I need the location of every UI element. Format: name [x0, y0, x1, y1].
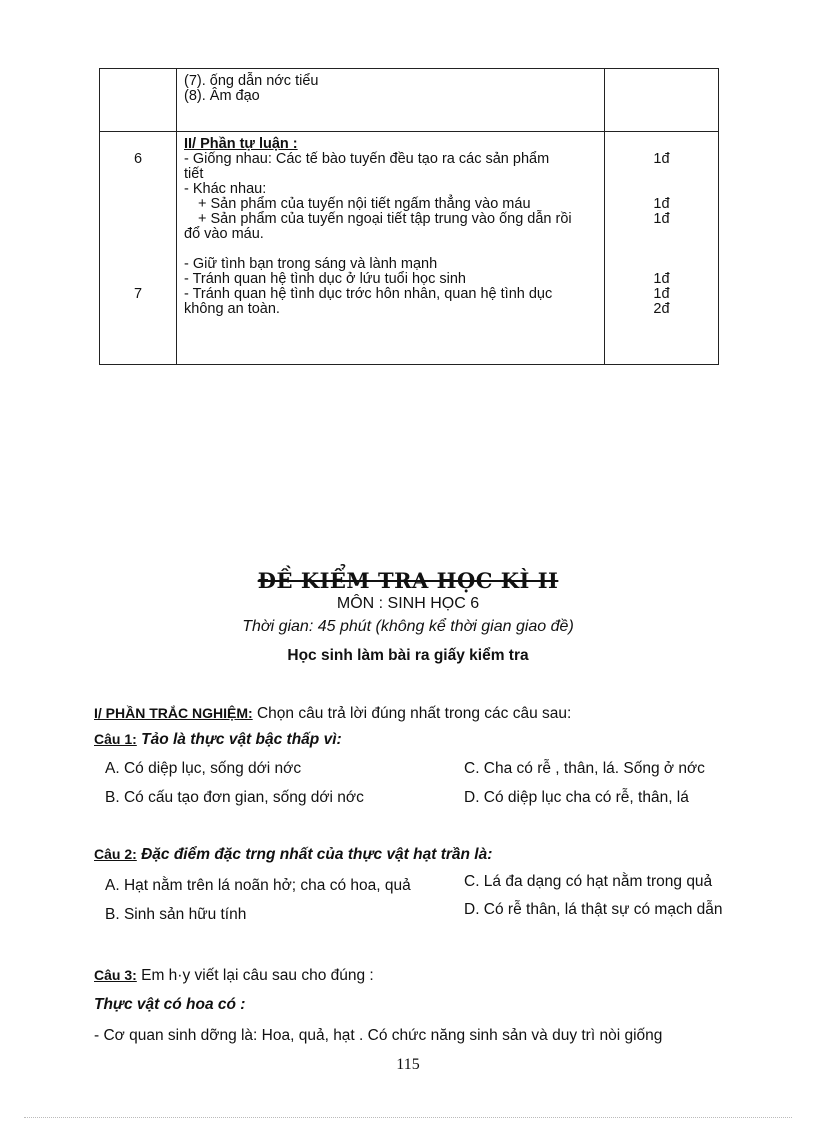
exam-title: ĐỀ KIỂM TRA HỌC KÌ II: [257, 568, 559, 593]
points-value: 1đ: [653, 211, 670, 227]
exam-instruction: Học sinh làm bài ra giấy kiểm tra: [287, 647, 529, 664]
part1-heading: [94, 705, 571, 723]
points-value: 1đ: [653, 196, 670, 212]
part-heading: II/ Phần tự luận :: [184, 136, 298, 152]
question-1: [94, 731, 342, 749]
answer-line: - Tránh quan hệ tình dục ở lứu tuổi học sinh: [184, 271, 466, 287]
answer-line: tiết: [184, 166, 204, 182]
question-number: 6: [133, 151, 143, 167]
answer-line: (8). Âm đạo: [184, 88, 260, 104]
answer-line: - Khác nhau:: [184, 181, 267, 197]
question-number-cell: [100, 69, 177, 132]
page-number: 115: [396, 1056, 420, 1073]
question-text: Tảo là thực vật bậc thấp vì:: [136, 731, 342, 748]
question-text: Em h·y viết lại câu sau cho đúng :: [136, 967, 374, 984]
option-d: D. Có rễ thân, lá thật sự có mạch dẫn: [464, 901, 723, 918]
answer-line: không an toàn.: [184, 301, 280, 317]
table-row: [100, 132, 719, 365]
answer-line: + Sản phẩm của tuyến nội tiết ngấm thẳng vào máu: [198, 196, 531, 212]
points-cell: [605, 132, 719, 365]
question-label: Câu 1:: [94, 731, 137, 747]
question-text: Đặc điểm đặc trng nhất của thực vật hạt trần là:: [136, 846, 493, 863]
question-subheading: Thực vật có hoa có :: [94, 996, 246, 1013]
answer-line: - Giữ tình bạn trong sáng và lành mạnh: [184, 256, 438, 272]
answer-line: + Sản phẩm của tuyến ngoại tiết tập trung vào ống dẫn rồi: [198, 211, 572, 227]
answer-line: - Tránh quan hệ tình dục trớc hôn nhân, quan hệ tình dục: [184, 286, 553, 302]
option-d: D. Có diệp lục cha có rễ, thân, lá: [464, 789, 689, 806]
question-number-cell: [100, 132, 177, 365]
question-number: 7: [133, 286, 143, 302]
question-label: Câu 2:: [94, 846, 137, 862]
option-a: A. Có diệp lục, sống dới nớc: [105, 760, 302, 777]
points-value: 1đ: [653, 151, 670, 167]
question-3: [94, 967, 374, 985]
option-c: C. Cha có rễ , thân, lá. Sống ở nớc: [464, 760, 705, 777]
option-c: C. Lá đa dạng có hạt nằm trong quả: [464, 873, 713, 890]
option-b: B. Sinh sản hữu tính: [105, 906, 247, 923]
answer-line: - Cơ quan sinh dỡng là: Hoa, quả, hạt . Có chức năng sinh sản và duy trì nòi giống: [94, 1027, 663, 1044]
answer-key-table: [99, 68, 719, 365]
option-b: B. Có cấu tạo đơn gian, sống dới nớc: [105, 789, 364, 806]
answer-content-cell: [177, 69, 605, 132]
answer-line: (7). ống dẫn nớc tiểu: [184, 73, 319, 89]
table-row: [100, 69, 719, 132]
points-value: 1đ: [653, 271, 670, 287]
answer-content-cell: [177, 132, 605, 365]
exam-subject: MÔN : SINH HỌC 6: [336, 595, 480, 612]
question-label: Câu 3:: [94, 967, 137, 983]
points-value: 1đ: [653, 286, 670, 302]
divider: [24, 1117, 792, 1118]
part1-instruction: Chọn câu trả lời đúng nhất trong các câu sau:: [252, 705, 572, 722]
option-a: A. Hạt nằm trên lá noãn hở; cha có hoa, quả: [105, 877, 411, 894]
answer-line: - Giống nhau: Các tế bào tuyến đều tạo ra các sản phẩm: [184, 151, 550, 167]
question-2: [94, 846, 492, 864]
points-value: 2đ: [653, 301, 670, 317]
part1-label: I/ PHẦN TRẮC NGHIỆM:: [94, 705, 253, 721]
points-cell: [605, 69, 719, 132]
exam-time: Thời gian: 45 phút (không kể thời gian giao đề): [242, 618, 574, 635]
answer-line: đổ vào máu.: [184, 226, 264, 242]
